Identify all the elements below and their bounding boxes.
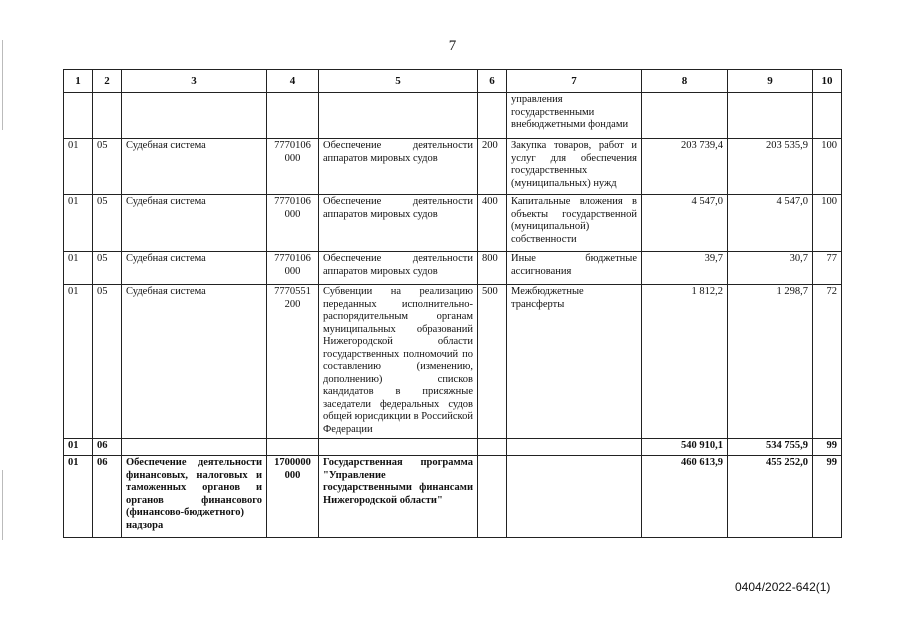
subtotal-row xyxy=(64,439,842,456)
scan-margin-mark xyxy=(2,470,3,540)
percent-executed: 77 xyxy=(813,252,842,285)
table-header-row xyxy=(64,70,842,93)
percent-executed: 99 xyxy=(813,456,842,538)
planned-amount: 460 613,9 xyxy=(642,456,728,538)
subsection-code: 05 xyxy=(93,195,122,252)
expense-type-code xyxy=(478,93,507,139)
table-row xyxy=(64,285,842,439)
subsection-code xyxy=(93,93,122,139)
planned-amount: 540 910,1 xyxy=(642,439,728,456)
target-code: 1700000 000 xyxy=(267,456,319,538)
header-cell: 6 xyxy=(478,70,507,93)
subsection-code: 05 xyxy=(93,252,122,285)
expense-type-code: 800 xyxy=(478,252,507,285)
actual-amount: 455 252,0 xyxy=(728,456,813,538)
planned-amount: 4 547,0 xyxy=(642,195,728,252)
table-row xyxy=(64,195,842,252)
header-cell: 1 xyxy=(64,70,93,93)
target-name: Обеспечение деятельности аппаратов мировых судов xyxy=(319,195,478,252)
planned-amount xyxy=(642,93,728,139)
section-name: Судебная система xyxy=(122,195,267,252)
expense-type-name: Закупка товаров, работ и услуг для обеспечения государственных (муниципальных) нужд xyxy=(507,139,642,195)
expense-type-name: Межбюджетные трансферты xyxy=(507,285,642,439)
target-name: Субвенции на реализацию переданных исполнительно-распорядительным органам муниципальных образований Нижегородской области государственных полномочий по составлению (изменению, дополнению) списков кандидатов в присяжные заседатели федеральных судов общей юрисдикции в Российской Федерации xyxy=(319,285,478,439)
subsection-code: 05 xyxy=(93,285,122,439)
actual-amount xyxy=(728,93,813,139)
header-cell: 2 xyxy=(93,70,122,93)
actual-amount: 30,7 xyxy=(728,252,813,285)
target-code: 7770106 000 xyxy=(267,252,319,285)
section-code xyxy=(64,93,93,139)
table-row xyxy=(64,252,842,285)
target-name: Обеспечение деятельности аппаратов мировых судов xyxy=(319,252,478,285)
actual-amount: 4 547,0 xyxy=(728,195,813,252)
percent-executed: 72 xyxy=(813,285,842,439)
header-cell: 9 xyxy=(728,70,813,93)
target-name xyxy=(319,439,478,456)
table-row xyxy=(64,456,842,538)
section-code: 01 xyxy=(64,285,93,439)
section-name: Судебная система xyxy=(122,252,267,285)
section-code: 01 xyxy=(64,139,93,195)
target-code: 7770106 000 xyxy=(267,195,319,252)
planned-amount: 39,7 xyxy=(642,252,728,285)
scan-margin-mark xyxy=(2,40,3,130)
actual-amount: 534 755,9 xyxy=(728,439,813,456)
expense-type-name xyxy=(507,439,642,456)
expense-type-name: Капитальные вложения в объекты государственной (муниципальной) собственности xyxy=(507,195,642,252)
section-name xyxy=(122,93,267,139)
expense-type-name: Иные бюджетные ассигнования xyxy=(507,252,642,285)
percent-executed: 100 xyxy=(813,139,842,195)
expense-type-code xyxy=(478,456,507,538)
target-code: 7770106 000 xyxy=(267,139,319,195)
target-code xyxy=(267,93,319,139)
budget-table xyxy=(63,69,842,538)
target-name: Обеспечение деятельности аппаратов мировых судов xyxy=(319,139,478,195)
header-cell: 3 xyxy=(122,70,267,93)
document-code: 0404/2022-642(1) xyxy=(735,580,831,594)
subsection-code: 06 xyxy=(93,456,122,538)
table-row xyxy=(64,139,842,195)
expense-type-code: 400 xyxy=(478,195,507,252)
planned-amount: 1 812,2 xyxy=(642,285,728,439)
section-code: 01 xyxy=(64,252,93,285)
target-code: 7770551 200 xyxy=(267,285,319,439)
section-name: Обеспечение деятельности финансовых, налоговых и таможенных органов и органов финансового (финансово-бюджетного) надзора xyxy=(122,456,267,538)
actual-amount: 1 298,7 xyxy=(728,285,813,439)
expense-type-code: 500 xyxy=(478,285,507,439)
section-name xyxy=(122,439,267,456)
section-code: 01 xyxy=(64,456,93,538)
target-code xyxy=(267,439,319,456)
expense-type-code: 200 xyxy=(478,139,507,195)
section-code: 01 xyxy=(64,195,93,252)
percent-executed xyxy=(813,93,842,139)
target-name xyxy=(319,93,478,139)
page-number: 7 xyxy=(448,38,457,54)
header-cell: 7 xyxy=(507,70,642,93)
section-name: Судебная система xyxy=(122,139,267,195)
header-cell: 10 xyxy=(813,70,842,93)
percent-executed: 99 xyxy=(813,439,842,456)
actual-amount: 203 535,9 xyxy=(728,139,813,195)
target-name: Государственная программа "Управление государственными финансами Нижегородской области" xyxy=(319,456,478,538)
expense-type-name xyxy=(507,456,642,538)
header-cell: 8 xyxy=(642,70,728,93)
section-name: Судебная система xyxy=(122,285,267,439)
section-code: 01 xyxy=(64,439,93,456)
expense-type-name: управления государственными внебюджетными фондами xyxy=(507,93,642,139)
table-row xyxy=(64,93,842,139)
expense-type-code xyxy=(478,439,507,456)
header-cell: 5 xyxy=(319,70,478,93)
planned-amount: 203 739,4 xyxy=(642,139,728,195)
subsection-code: 05 xyxy=(93,139,122,195)
percent-executed: 100 xyxy=(813,195,842,252)
header-cell: 4 xyxy=(267,70,319,93)
subsection-code: 06 xyxy=(93,439,122,456)
